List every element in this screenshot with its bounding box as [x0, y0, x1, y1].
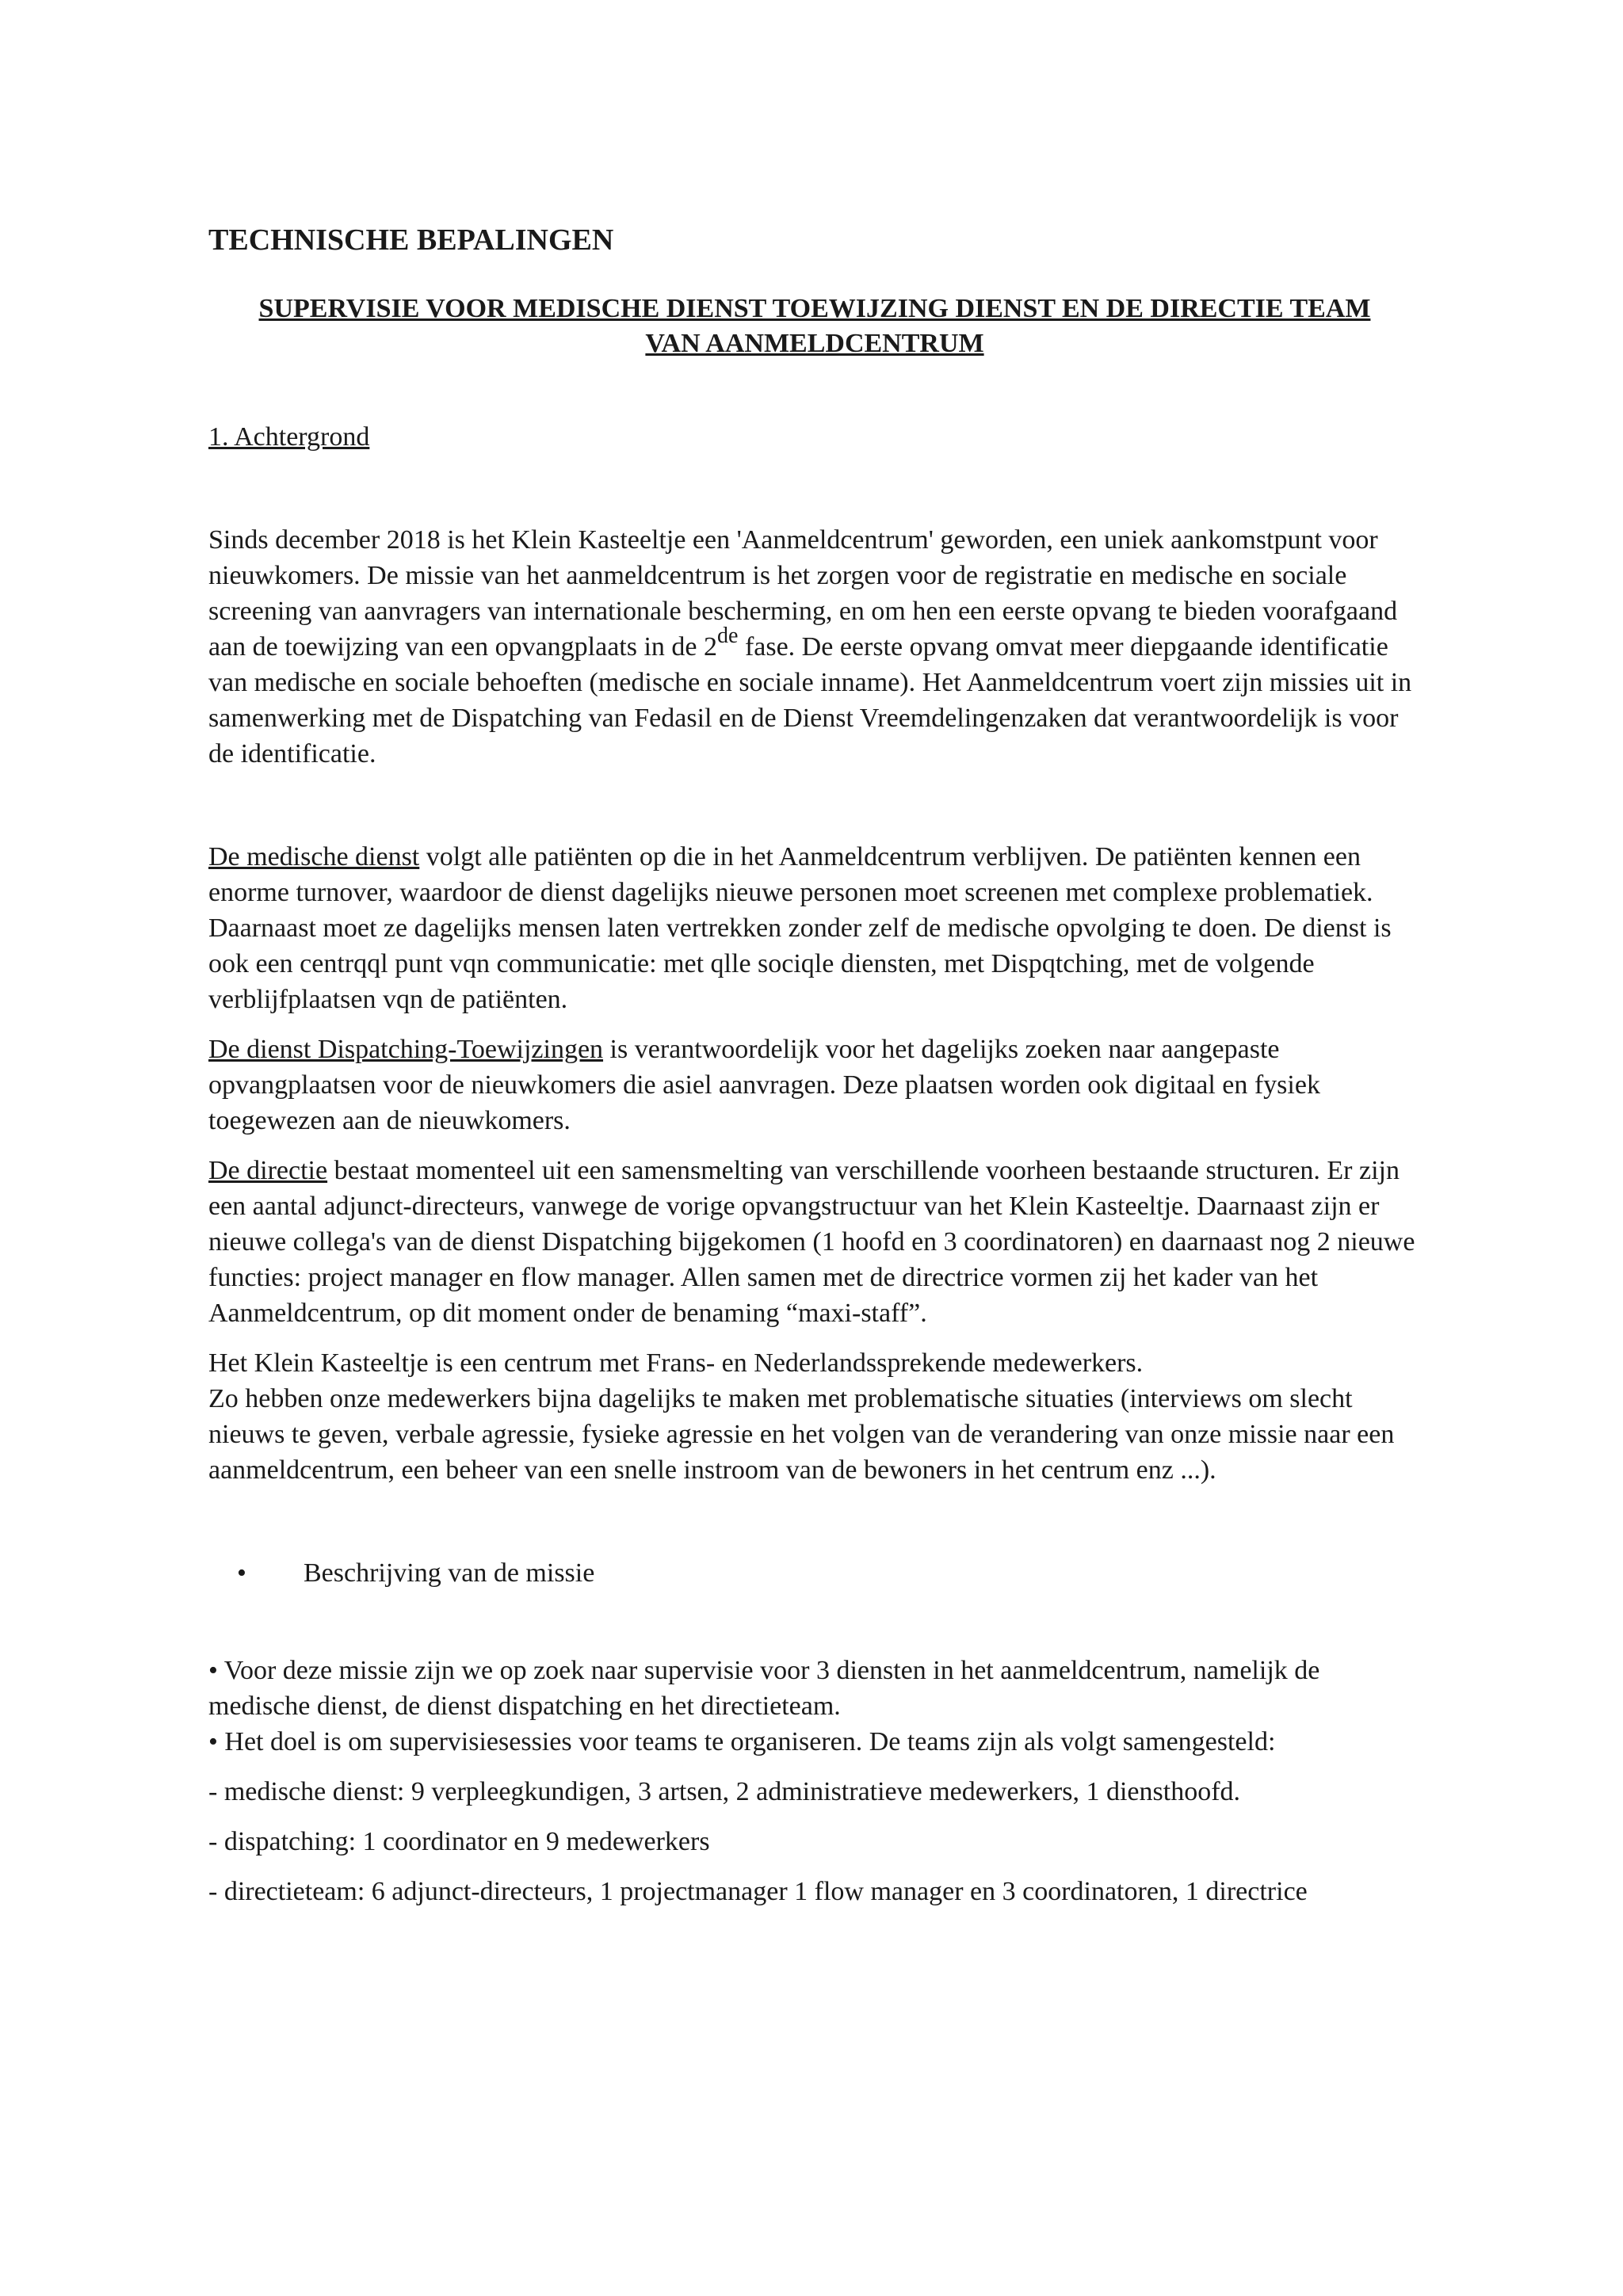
paragraph-dispatching — [208, 1032, 1421, 1138]
paragraph-directie — [208, 1153, 1421, 1331]
list-item-doel: • Het doel is om supervisiesessies voor teams te organiseren. De teams zijn als volgt samengesteld: — [208, 1727, 1276, 1756]
section-heading-achtergrond: 1. Achtergrond — [208, 422, 370, 452]
team-dispatching: - dispatching: 1 coordinator en 9 medewerkers — [208, 1827, 710, 1856]
missie-heading: Beschrijving van de missie — [304, 1558, 595, 1588]
ordinal-superscript: de — [717, 623, 739, 648]
intro-text-end: fase. De eerste opvang omvat meer diepgaande identificatie van medische en sociale behoeften (medische en sociale inname). Het Aanmeldcentrum voert zijn missies uit in samenwerking met de Dispatching van Fedasil en de Dienst Vreemdelingenzaken dat verantwoordelijk is voor de identificatie. — [208, 632, 1412, 769]
bullet-icon: • — [237, 1558, 246, 1588]
list-item-supervisie: • Voor deze missie zijn we op zoek naar supervisie voor 3 diensten in het aanmeldcentrum, namelijk de medische dienst, de dienst dispatching en het directieteam. — [208, 1656, 1320, 1721]
directie-text: bestaat momenteel uit een samensmelting van verschillende voorheen bestaande structuren. Er zijn een aantal adjunct-directeurs, vanwege de vorige opvangstructuur van het Klein Kasteeltje. Daarnaast zijn er nieuwe collega's van de dienst Dispatching bijgekomen (1 hoofd en 3 coordinatoren) en daarnaast nog 2 nieuwe functies: project manager en flow manager. Allen samen met de directrice vormen zij het kader van het Aanmeldcentrum, op dit moment onder de benaming “maxi-staff”. — [208, 1156, 1415, 1328]
document-subtitle: SUPERVISIE VOOR MEDISCHE DIENST TOEWIJZING DIENST EN DE DIRECTIE TEAM VAN AANMELDCENTRUM — [258, 294, 1371, 358]
document-title: TECHNISCHE BEPALINGEN — [208, 223, 614, 257]
document-page — [208, 222, 1421, 1909]
team-directieteam: - directieteam: 6 adjunct-directeurs, 1 projectmanager 1 flow manager en 3 coordinatoren, 1 directrice — [208, 1877, 1308, 1906]
paragraph-medische-dienst — [208, 839, 1421, 1017]
bullet-heading-missie — [208, 1556, 1421, 1591]
dispatching-text: is verantwoordelijk voor het dagelijks zoeken naar aangepaste opvangplaatsen voor de nieuwkomers die asiel aanvragen. Deze plaatsen worden ook digitaal en fysiek toegewezen aan de nieuwkomers. — [208, 1035, 1320, 1135]
team-medische-dienst: - medische dienst: 9 verpleegkundigen, 3 artsen, 2 administratieve medewerkers, 1 diensthoofd. — [208, 1777, 1241, 1806]
kasteeltje-line-1: Het Klein Kasteeltje is een centrum met Frans- en Nederlandssprekende medewerkers. — [208, 1348, 1144, 1378]
intro-text-start: Sinds december 2018 is het Klein Kasteeltje een 'Aanmeldcentrum' geworden, een uniek aankomstpunt voor nieuwkomers. De missie van het aanmeldcentrum is het zorgen voor de registratie en medische en sociale screening van aanvragers van internationale bescherming, en om hen een eerste opvang te bieden voorafgaand aan de toewijzing van een opvangplaats in de 2 — [208, 525, 1398, 662]
term-dispatching: De dienst Dispatching-Toewijzingen — [208, 1035, 604, 1064]
paragraph-intro — [208, 522, 1421, 772]
medische-dienst-text: volgt alle patiënten op die in het Aanmeldcentrum verblijven. De patiënten kennen een enorme turnover, waardoor de dienst dagelijks nieuwe personen moet screenen met complexe problematiek. Daarnaast moet ze dagelijks mensen laten vertrekken zonder zelf de medische opvolging te doen. De dienst is ook een centrqql punt vqn communicatie: met qlle sociqle diensten, met Dispqtching, met de volgende verblijfplaatsen vqn de patiënten. — [208, 842, 1392, 1014]
paragraph-klein-kasteeltje — [208, 1345, 1421, 1488]
kasteeltje-line-2: Zo hebben onze medewerkers bijna dagelijks te maken met problematische situaties (interviews om slecht nieuws te geven, verbale agressie, fysieke agressie en het volgen van de verandering van onze missie naar een aanmeldcentrum, een beheer van een snelle instroom van de bewoners in het centrum enz ...). — [208, 1384, 1395, 1485]
term-medische-dienst: De medische dienst — [208, 842, 420, 871]
term-directie: De directie — [208, 1156, 328, 1185]
